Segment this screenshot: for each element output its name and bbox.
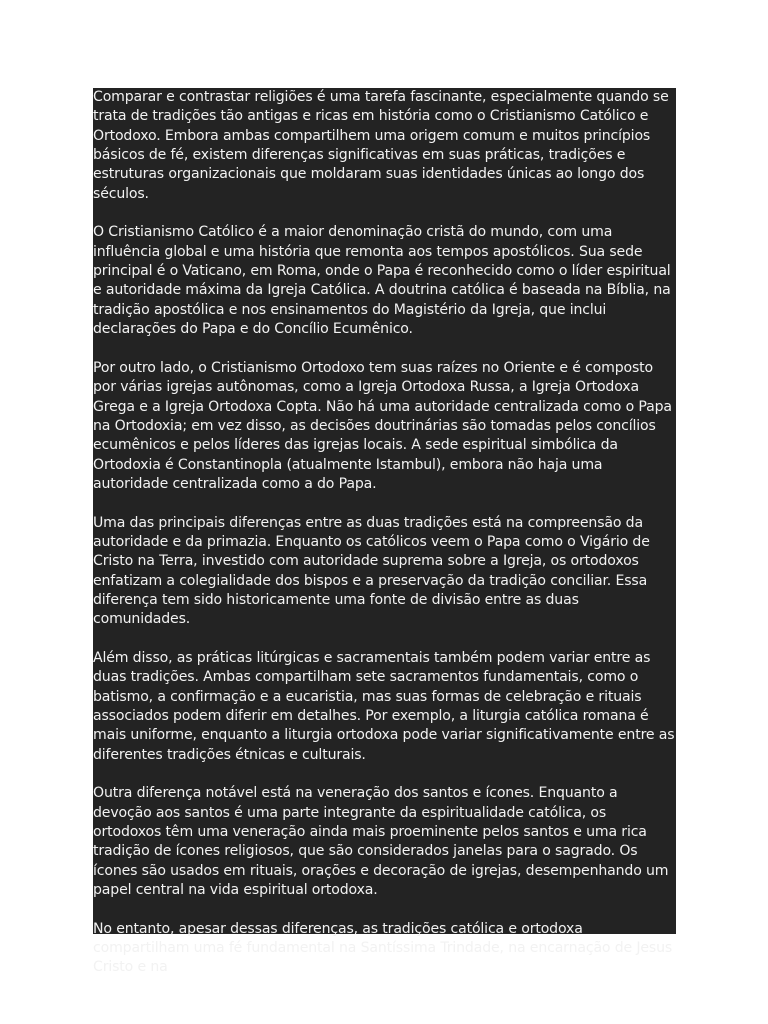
paragraph-saints-icons: Outra diferença notável está na veneração dos santos e ícones. Enquanto a devoção aos santos é uma parte integrante da espiritualidade católica, os ortodoxos têm uma veneração ainda mais proeminente pelos santos e uma rica tradição de ícones religiosos, que são considerados janelas para o sagrado. Os ícones são usados em rituais, orações e decoração de igrejas, desempenhando um papel central na vida espiritual ortodoxa. xyxy=(93,785,669,899)
paragraph-intro: Comparar e contrastar religiões é uma tarefa fascinante, especialmente quando se trata de tradições tão antigas e ricas em história como o Cristianismo Católico e Ortodoxo. Embora ambas compartilhem uma origem comum e muitos princípios básicos de fé, existem diferenças significativas em suas práticas, tradições e estruturas organizacionais que moldaram suas identidades únicas ao longo dos séculos. xyxy=(93,89,669,202)
paragraph-orthodox: Por outro lado, o Cristianismo Ortodoxo tem suas raízes no Oriente e é composto por várias igrejas autônomas, como a Igreja Ortodoxa Russa, a Igreja Ortodoxa Grega e a Igreja Ortodoxa Copta. Não há uma autoridade centralizada como o Papa na Ortodoxia; em vez disso, as decisões doutrinárias são tomadas pelos concílios ecumênicos e pelos líderes das igrejas locais. A sede espiritual simbólica da Ortodoxia é Constantinopla (atualmente Istambul), embora não haja uma autoridade centralizada como a do Papa. xyxy=(93,359,672,492)
paragraph-shared-faith: No entanto, apesar dessas diferenças, as tradições católica e ortodoxa compartilham uma fé fundamental na Santíssima Trindade, na encarnação de Jesus Cristo e na xyxy=(93,920,673,976)
paragraph-authority: Uma das principais diferenças entre as duas tradições está na compreensão da autoridade e da primazia. Enquanto os católicos veem o Papa como o Vigário de Cristo na Terra, investido com autoridade suprema sobre a Igreja, os ortodoxos enfatizam a colegialidade dos bispos e a preservação da tradição conciliar. Essa diferença tem sido historicamente uma fonte de divisão entre as duas comunidades. xyxy=(93,514,650,628)
document-page xyxy=(93,88,676,976)
document-body xyxy=(93,88,676,978)
paragraph-liturgy: Além disso, as práticas litúrgicas e sacramentais também podem variar entre as duas tradições. Ambas compartilham sete sacramentos fundamentais, como o batismo, a confirmação e a eucaristia, mas suas formas de celebração e rituais associados podem diferir em detalhes. Por exemplo, a liturgia católica romana é mais uniforme, enquanto a liturgia ortodoxa pode variar significativamente entre as diferentes tradições étnicas e culturais. xyxy=(93,649,675,763)
paragraph-catholic: O Cristianismo Católico é a maior denominação cristã do mundo, com uma influência global e uma história que remonta aos tempos apostólicos. Sua sede principal é o Vaticano, em Roma, onde o Papa é reconhecido como o líder espiritual e autoridade máxima da Igreja Católica. A doutrina católica é baseada na Bíblia, na tradição apostólica e nos ensinamentos do Magistério da Igreja, que inclui declarações do Papa e do Concílio Ecumênico. xyxy=(93,224,671,338)
